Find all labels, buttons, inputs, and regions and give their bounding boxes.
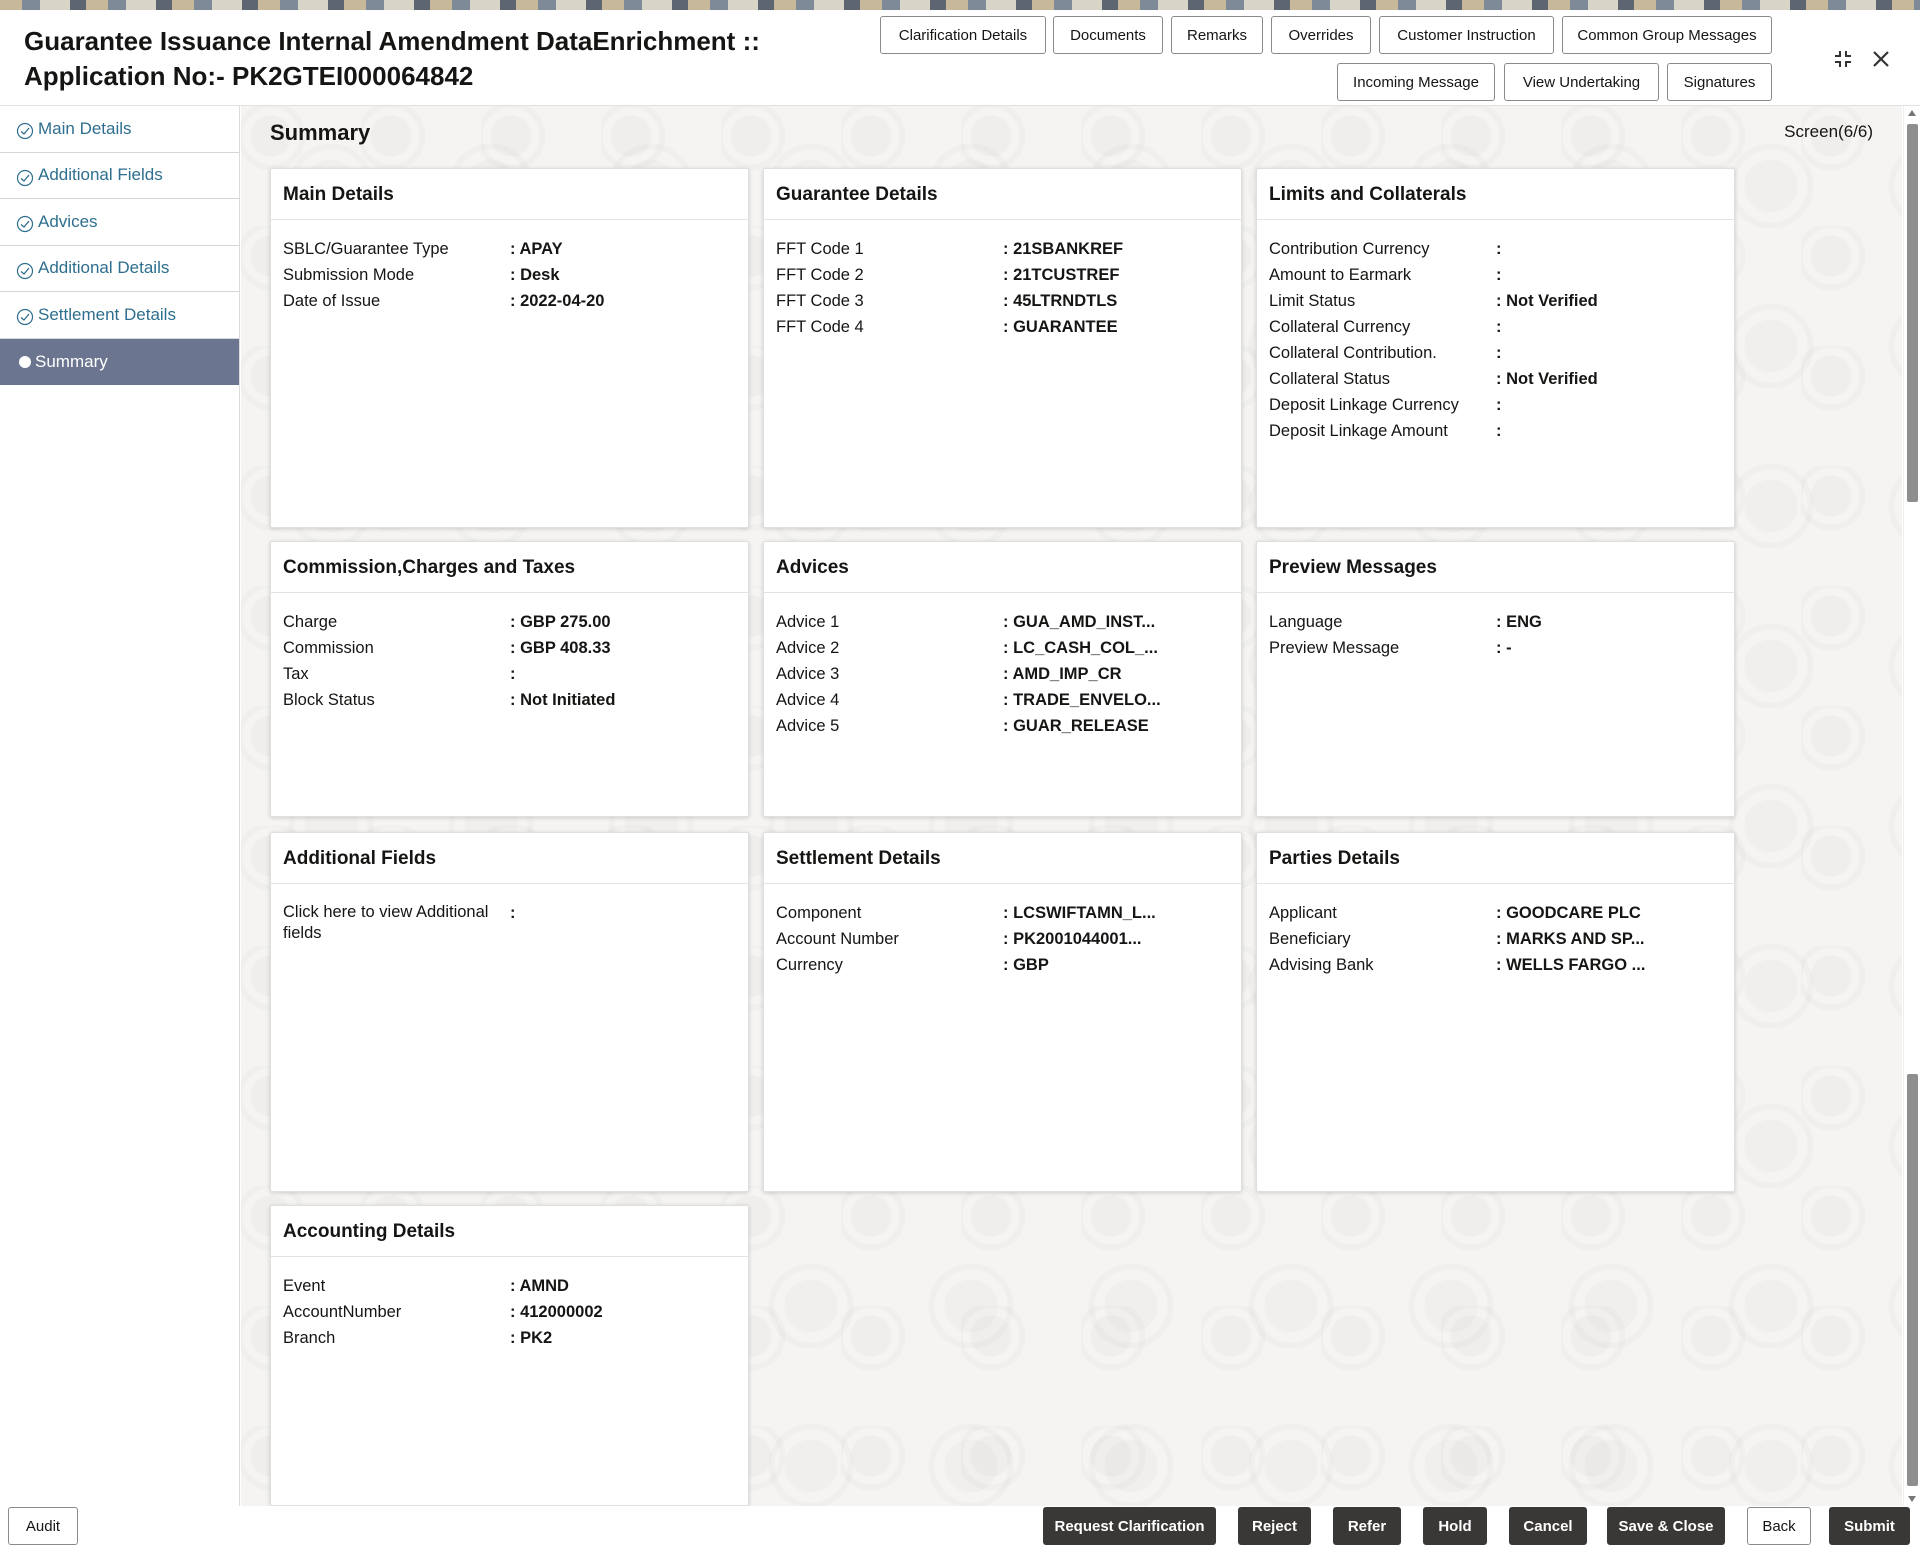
collapse-icon[interactable] — [1828, 44, 1858, 74]
field-value: : GUAR_RELEASE — [1003, 717, 1149, 735]
field-row — [776, 236, 1241, 262]
field-row — [776, 952, 1241, 978]
field-value: : GOODCARE PLC — [1496, 904, 1641, 922]
page-title-line1: Guarantee Issuance Internal Amendment DataEnrichment :: — [24, 26, 760, 56]
signatures-button[interactable]: Signatures — [1667, 63, 1772, 101]
field-row — [1269, 900, 1734, 926]
common-group-messages-button[interactable]: Common Group Messages — [1562, 16, 1772, 54]
field-label: SBLC/Guarantee Type — [283, 240, 449, 258]
field-value: : 21SBANKREF — [1003, 240, 1124, 258]
field-value: : AMND — [510, 1277, 569, 1295]
limits-collaterals-card[interactable] — [1256, 168, 1735, 528]
field-row — [283, 1299, 748, 1325]
card-title: Guarantee Details — [764, 169, 1241, 220]
check-circle-icon — [16, 262, 34, 280]
field-label: FFT Code 3 — [776, 292, 864, 310]
field-label: Advice 2 — [776, 639, 840, 657]
field-row — [1269, 418, 1734, 444]
sidebar-item-label: Advices — [38, 211, 98, 231]
sidebar-item-main-details[interactable] — [0, 106, 239, 153]
field-row — [1269, 926, 1734, 952]
check-circle-icon — [16, 215, 34, 233]
field-label: Currency — [776, 956, 843, 974]
field-value: : Desk — [510, 266, 560, 284]
summary-panel — [241, 106, 1902, 1506]
scrollbar-thumb[interactable] — [1907, 124, 1918, 502]
field-row — [1269, 340, 1734, 366]
field-label: Submission Mode — [283, 266, 415, 284]
field-label: FFT Code 4 — [776, 318, 864, 336]
refer-button[interactable]: Refer — [1333, 1507, 1401, 1545]
field-label: Limit Status — [1269, 292, 1356, 310]
field-row — [283, 1325, 748, 1351]
field-label: AccountNumber — [283, 1303, 402, 1321]
field-label: Beneficiary — [1269, 930, 1351, 948]
submit-button[interactable]: Submit — [1829, 1507, 1910, 1545]
field-value: : — [1496, 266, 1502, 284]
field-value: : Not Verified — [1496, 292, 1598, 310]
reject-button[interactable]: Reject — [1238, 1507, 1311, 1545]
field-row — [1269, 314, 1734, 340]
field-label: FFT Code 2 — [776, 266, 864, 284]
section-title: Summary — [270, 120, 371, 145]
field-row — [1269, 609, 1734, 635]
field-row — [1269, 262, 1734, 288]
check-circle-icon — [16, 122, 34, 140]
audit-button[interactable]: Audit — [8, 1507, 78, 1545]
main-details-card[interactable] — [270, 168, 749, 528]
field-row — [776, 262, 1241, 288]
field-row — [1269, 952, 1734, 978]
save-close-button[interactable]: Save & Close — [1607, 1507, 1725, 1545]
field-row — [283, 288, 748, 314]
top-banner-strip — [0, 0, 1920, 10]
field-row — [283, 900, 748, 944]
field-value: : — [1496, 318, 1502, 336]
field-value: : - — [1496, 639, 1512, 657]
field-row — [776, 635, 1241, 661]
sidebar-item-additional-fields[interactable] — [0, 153, 239, 200]
field-label: Event — [283, 1277, 326, 1295]
accounting-details-card[interactable] — [270, 1205, 749, 1506]
sidebar-item-label: Main Details — [38, 118, 132, 138]
field-label: Advice 5 — [776, 717, 840, 735]
overrides-button[interactable]: Overrides — [1271, 16, 1371, 54]
field-value: : — [1496, 396, 1502, 414]
field-label: Advising Bank — [1269, 956, 1374, 974]
back-button[interactable]: Back — [1747, 1507, 1811, 1545]
scrollbar-thumb[interactable] — [1907, 1074, 1918, 1486]
view-undertaking-button[interactable]: View Undertaking — [1504, 63, 1659, 101]
field-label: Collateral Currency — [1269, 318, 1411, 336]
field-row — [1269, 635, 1734, 661]
field-row — [283, 609, 748, 635]
field-value: : GBP — [1003, 956, 1049, 974]
field-label: Block Status — [283, 691, 375, 709]
field-row — [1269, 366, 1734, 392]
clarification-details-button[interactable]: Clarification Details — [880, 16, 1046, 54]
field-row — [283, 635, 748, 661]
field-value: : GUA_AMD_INST... — [1003, 613, 1156, 631]
field-label: Advice 3 — [776, 665, 840, 683]
vertical-scrollbar[interactable] — [1903, 106, 1920, 1506]
field-value: : 412000002 — [510, 1303, 603, 1321]
incoming-message-button[interactable]: Incoming Message — [1337, 63, 1495, 101]
close-icon[interactable] — [1866, 44, 1896, 74]
field-label: Language — [1269, 613, 1343, 631]
field-value: : PK2001044001... — [1003, 930, 1142, 948]
field-value: : PK2 — [510, 1329, 553, 1347]
field-value: : — [1496, 240, 1502, 258]
field-row — [776, 609, 1241, 635]
check-circle-icon — [16, 308, 34, 326]
application-number: Application No:- PK2GTEI000064842 — [24, 61, 474, 91]
field-row — [776, 900, 1241, 926]
field-label: Deposit Linkage Amount — [1269, 422, 1448, 440]
field-row — [283, 262, 748, 288]
field-row — [776, 926, 1241, 952]
preview-messages-card[interactable] — [1256, 541, 1735, 817]
card-title: Commission,Charges and Taxes — [271, 542, 748, 593]
additional-fields-card[interactable] — [270, 832, 749, 1192]
sidebar-item-advices[interactable] — [0, 199, 239, 246]
advices-card[interactable] — [763, 541, 1242, 817]
field-value: : Not Initiated — [510, 691, 616, 709]
field-label: Preview Message — [1269, 639, 1400, 657]
field-row — [283, 1273, 748, 1299]
commission-charges-taxes-card[interactable] — [270, 541, 749, 817]
field-row — [283, 236, 748, 262]
header — [0, 10, 1920, 106]
field-label: Applicant — [1269, 904, 1337, 922]
field-row — [1269, 392, 1734, 418]
sidebar-item-label: Additional Fields — [38, 165, 163, 185]
screen-counter: Screen(6/6) — [1784, 122, 1873, 141]
field-value: : GUARANTEE — [1003, 318, 1118, 336]
cancel-button[interactable]: Cancel — [1509, 1507, 1587, 1545]
field-row — [776, 288, 1241, 314]
card-title: Accounting Details — [271, 1206, 748, 1257]
field-value: : APAY — [510, 240, 563, 258]
field-value: : WELLS FARGO ... — [1496, 956, 1646, 974]
card-title: Additional Fields — [271, 833, 748, 884]
field-value: : TRADE_ENVELO... — [1003, 691, 1161, 709]
field-label: Advice 1 — [776, 613, 840, 631]
field-row — [776, 713, 1241, 739]
field-value: : 2022-04-20 — [510, 292, 605, 310]
sidebar — [0, 106, 240, 1506]
field-label: Tax — [283, 665, 309, 683]
field-label: Deposit Linkage Currency — [1269, 396, 1459, 414]
settlement-details-card[interactable] — [763, 832, 1242, 1192]
remarks-button[interactable]: Remarks — [1171, 16, 1263, 54]
field-label: Advice 4 — [776, 691, 840, 709]
parties-details-card[interactable] — [1256, 832, 1735, 1192]
field-label: Collateral Status — [1269, 370, 1391, 388]
field-value: : — [1496, 422, 1502, 440]
field-value: : 21TCUSTREF — [1003, 266, 1120, 284]
field-value: : ENG — [1496, 613, 1542, 631]
card-title: Main Details — [271, 169, 748, 220]
card-title: Preview Messages — [1257, 542, 1734, 593]
field-row — [1269, 236, 1734, 262]
field-label: Date of Issue — [283, 292, 381, 310]
field-label: Amount to Earmark — [1269, 266, 1412, 284]
field-row — [776, 687, 1241, 713]
field-label: Account Number — [776, 930, 899, 948]
sidebar-item-label: Summary — [35, 351, 108, 371]
field-value: : Not Verified — [1496, 370, 1598, 388]
card-title: Settlement Details — [764, 833, 1241, 884]
field-value: : LC_CASH_COL_... — [1003, 639, 1158, 657]
documents-button[interactable]: Documents — [1053, 16, 1163, 54]
field-value: : — [510, 665, 516, 683]
field-label: Contribution Currency — [1269, 240, 1430, 258]
field-row — [283, 687, 748, 713]
field-label: Collateral Contribution. — [1269, 344, 1437, 362]
card-title: Limits and Collaterals — [1257, 169, 1734, 220]
field-row — [1269, 288, 1734, 314]
field-value: : LCSWIFTAMN_L... — [1003, 904, 1156, 922]
scroll-down-icon[interactable] — [1908, 1496, 1916, 1502]
field-value: : 45LTRNDTLS — [1003, 292, 1118, 310]
field-label: Charge — [283, 613, 338, 631]
guarantee-details-card[interactable] — [763, 168, 1242, 528]
view-additional-fields-link[interactable]: Click here to view Additional fields — [283, 903, 489, 942]
check-circle-icon — [16, 169, 34, 187]
sidebar-item-summary[interactable] — [0, 339, 239, 386]
field-value: : — [1496, 344, 1502, 362]
hold-button[interactable]: Hold — [1423, 1507, 1487, 1545]
scroll-up-icon[interactable] — [1908, 110, 1916, 116]
field-value: : AMD_IMP_CR — [1003, 665, 1122, 683]
field-value: : MARKS AND SP... — [1496, 930, 1645, 948]
field-row — [776, 314, 1241, 340]
field-label: Branch — [283, 1329, 336, 1347]
field-row — [776, 661, 1241, 687]
sidebar-item-label: Additional Details — [38, 258, 170, 278]
field-value: : — [510, 904, 516, 922]
field-value: : GBP 275.00 — [510, 613, 611, 631]
customer-instruction-button[interactable]: Customer Instruction — [1379, 16, 1554, 54]
current-step-icon — [19, 356, 31, 368]
footer-action-bar — [0, 1506, 1920, 1547]
sidebar-item-additional-details[interactable] — [0, 246, 239, 293]
field-row — [283, 661, 748, 687]
card-title: Advices — [764, 542, 1241, 593]
card-title: Parties Details — [1257, 833, 1734, 884]
field-label: Component — [776, 904, 862, 922]
field-label: Commission — [283, 639, 374, 657]
field-value: : GBP 408.33 — [510, 639, 611, 657]
sidebar-item-settlement-details[interactable] — [0, 292, 239, 339]
field-label: FFT Code 1 — [776, 240, 864, 258]
request-clarification-button[interactable]: Request Clarification — [1043, 1507, 1216, 1545]
page-title — [24, 24, 804, 94]
sidebar-item-label: Settlement Details — [38, 304, 176, 324]
